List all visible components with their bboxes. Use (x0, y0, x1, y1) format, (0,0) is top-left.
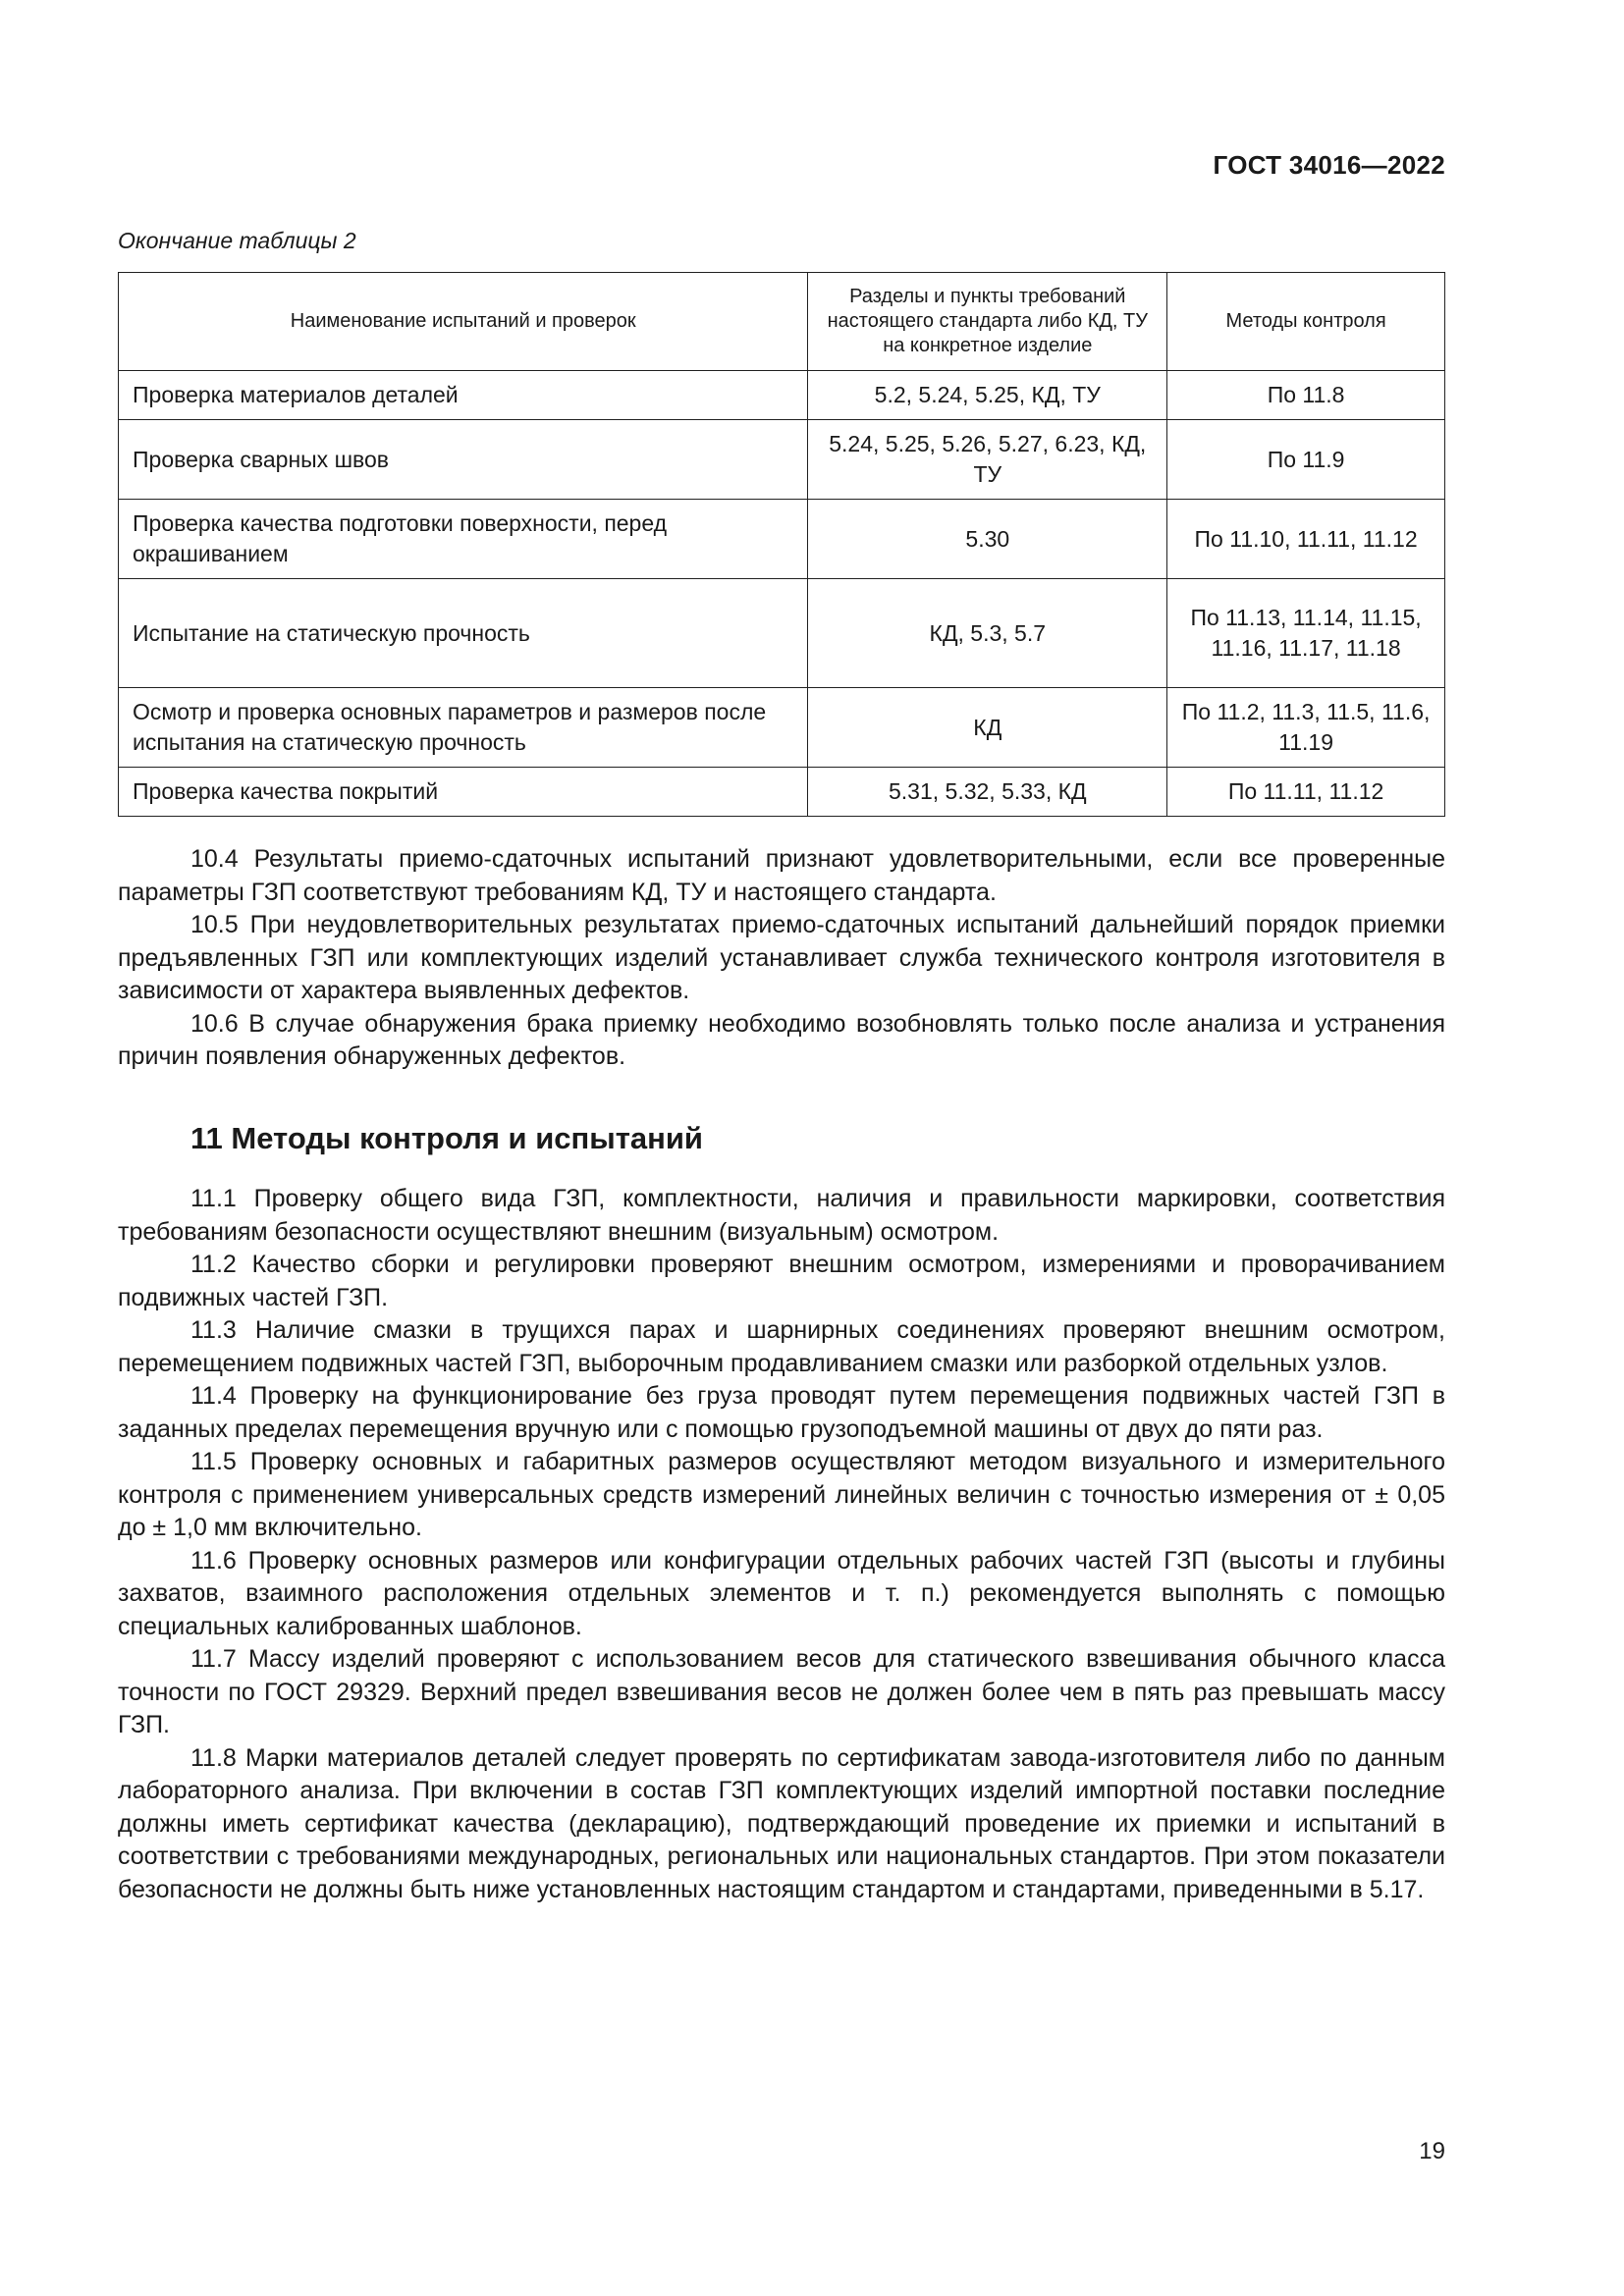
paragraph: 11.8 Марки материалов деталей следует проверять по сертификатам завода-изготовителя либо по данным лабораторного анализа. При включении в состав ГЗП комплектующих изделий импортной поставки последние должны иметь сертификат качества (декларацию), подтверждающий проведение их приемки и испытаний в соответствии с требованиями международных, региональных или национальных стандартов. При этом показатели безопасности не должны быть ниже установленных настоящим стандартом и стандартами, приведенными в 5.17. (118, 1743, 1445, 1903)
header-test-name: Наименование испытаний и проверок (119, 273, 808, 371)
table-row (119, 688, 1445, 768)
paragraph: 11.4 Проверку на функционирование без груза проводят путем перемещения подвижных частей ГЗП в заданных пределах перемещения вручную или с помощью грузоподъемной машины от двух до пяти раз. (118, 1382, 1445, 1443)
cell-methods: По 11.9 (1167, 420, 1445, 500)
table-caption: Окончание таблицы 2 (118, 228, 356, 253)
cell-requirements: 5.31, 5.32, 5.33, КД (808, 768, 1167, 817)
paragraph: 11.2 Качество сборки и регулировки проверяют внешним осмотром, измерениями и проворачиванием подвижных частей ГЗП. (118, 1251, 1445, 1311)
cell-methods: По 11.2, 11.3, 11.5, 11.6, 11.19 (1167, 688, 1445, 768)
paragraph: 11.5 Проверку основных и габаритных размеров осуществляют методом визуального и измерительного контроля с применением универсальных средств измерений линейных величин с точностью измерения от ± 0,05 до ± 1,0 мм включительно. (118, 1448, 1445, 1541)
cell-requirements: КД, 5.3, 5.7 (808, 579, 1167, 688)
table-header-row (119, 273, 1445, 371)
cell-requirements: 5.24, 5.25, 5.26, 5.27, 6.23, КД, ТУ (808, 420, 1167, 500)
table-row (119, 579, 1445, 688)
section-title: 11 Методы контроля и испытаний (190, 1121, 703, 1155)
section-10-text (118, 843, 1445, 1074)
cell-test-name: Испытание на статическую прочность (119, 579, 808, 688)
page-number: 19 (1419, 2138, 1445, 2164)
cell-methods: По 11.13, 11.14, 11.15, 11.16, 11.17, 11.18 (1167, 579, 1445, 688)
header-requirements: Разделы и пункты требований настоящего стандарта либо КД, ТУ на конкретное изделие (808, 273, 1167, 371)
cell-requirements: КД (808, 688, 1167, 768)
cell-test-name: Проверка качества подготовки поверхности, перед окрашиванием (119, 500, 808, 579)
cell-test-name: Проверка сварных швов (119, 420, 808, 500)
section-11-text (118, 1183, 1445, 1906)
cell-test-name: Проверка материалов деталей (119, 371, 808, 420)
cell-methods: По 11.8 (1167, 371, 1445, 420)
paragraph: 11.6 Проверку основных размеров или конфигурации отдельных рабочих частей ГЗП (высоты и глубины захватов, взаимного расположения отдельных элементов и т. п.) рекомендуется выполнять с помощью специальных калиброванных шаблонов. (118, 1546, 1445, 1640)
cell-methods: По 11.11, 11.12 (1167, 768, 1445, 817)
cell-requirements: 5.2, 5.24, 5.25, КД, ТУ (808, 371, 1167, 420)
header-methods: Методы контроля (1167, 273, 1445, 371)
paragraph: 10.4 Результаты приемо-сдаточных испытаний признают удовлетворительными, если все проверенные параметры ГЗП соответствуют требованиям КД, ТУ и настоящего стандарта. (118, 845, 1445, 906)
table-row (119, 420, 1445, 500)
cell-test-name: Проверка качества покрытий (119, 768, 808, 817)
table-row (119, 768, 1445, 817)
paragraph: 10.6 В случае обнаружения брака приемку необходимо возобновлять только после анализа и устранения причин появления обнаруженных дефектов. (118, 1009, 1445, 1070)
paragraph: 11.1 Проверку общего вида ГЗП, комплектности, наличия и правильности маркировки, соответствия требованиям безопасности осуществляют внешним (визуальным) осмотром. (118, 1185, 1445, 1246)
cell-test-name: Осмотр и проверка основных параметров и размеров после испытания на статическую прочность (119, 688, 808, 768)
paragraph: 11.3 Наличие смазки в трущихся парах и шарнирных соединениях проверяют внешним осмотром, перемещением подвижных частей ГЗП, выборочным продавливанием смазки или разборкой отдельных узлов. (118, 1316, 1445, 1377)
document-code: ГОСТ 34016—2022 (1213, 150, 1445, 180)
paragraph: 10.5 При неудовлетворительных результатах приемо-сдаточных испытаний дальнейший порядок приемки предъявленных ГЗП или комплектующих изделий устанавливает служба технического контроля изготовителя в зависимости от характера выявленных дефектов. (118, 911, 1445, 1004)
paragraph: 11.7 Массу изделий проверяют с использованием весов для статического взвешивания обычного класса точности по ГОСТ 29329. Верхний предел взвешивания весов не должен более чем в пять раз превышать массу ГЗП. (118, 1645, 1445, 1738)
table-row (119, 371, 1445, 420)
cell-requirements: 5.30 (808, 500, 1167, 579)
table-row (119, 500, 1445, 579)
cell-methods: По 11.10, 11.11, 11.12 (1167, 500, 1445, 579)
tests-table (118, 272, 1445, 817)
